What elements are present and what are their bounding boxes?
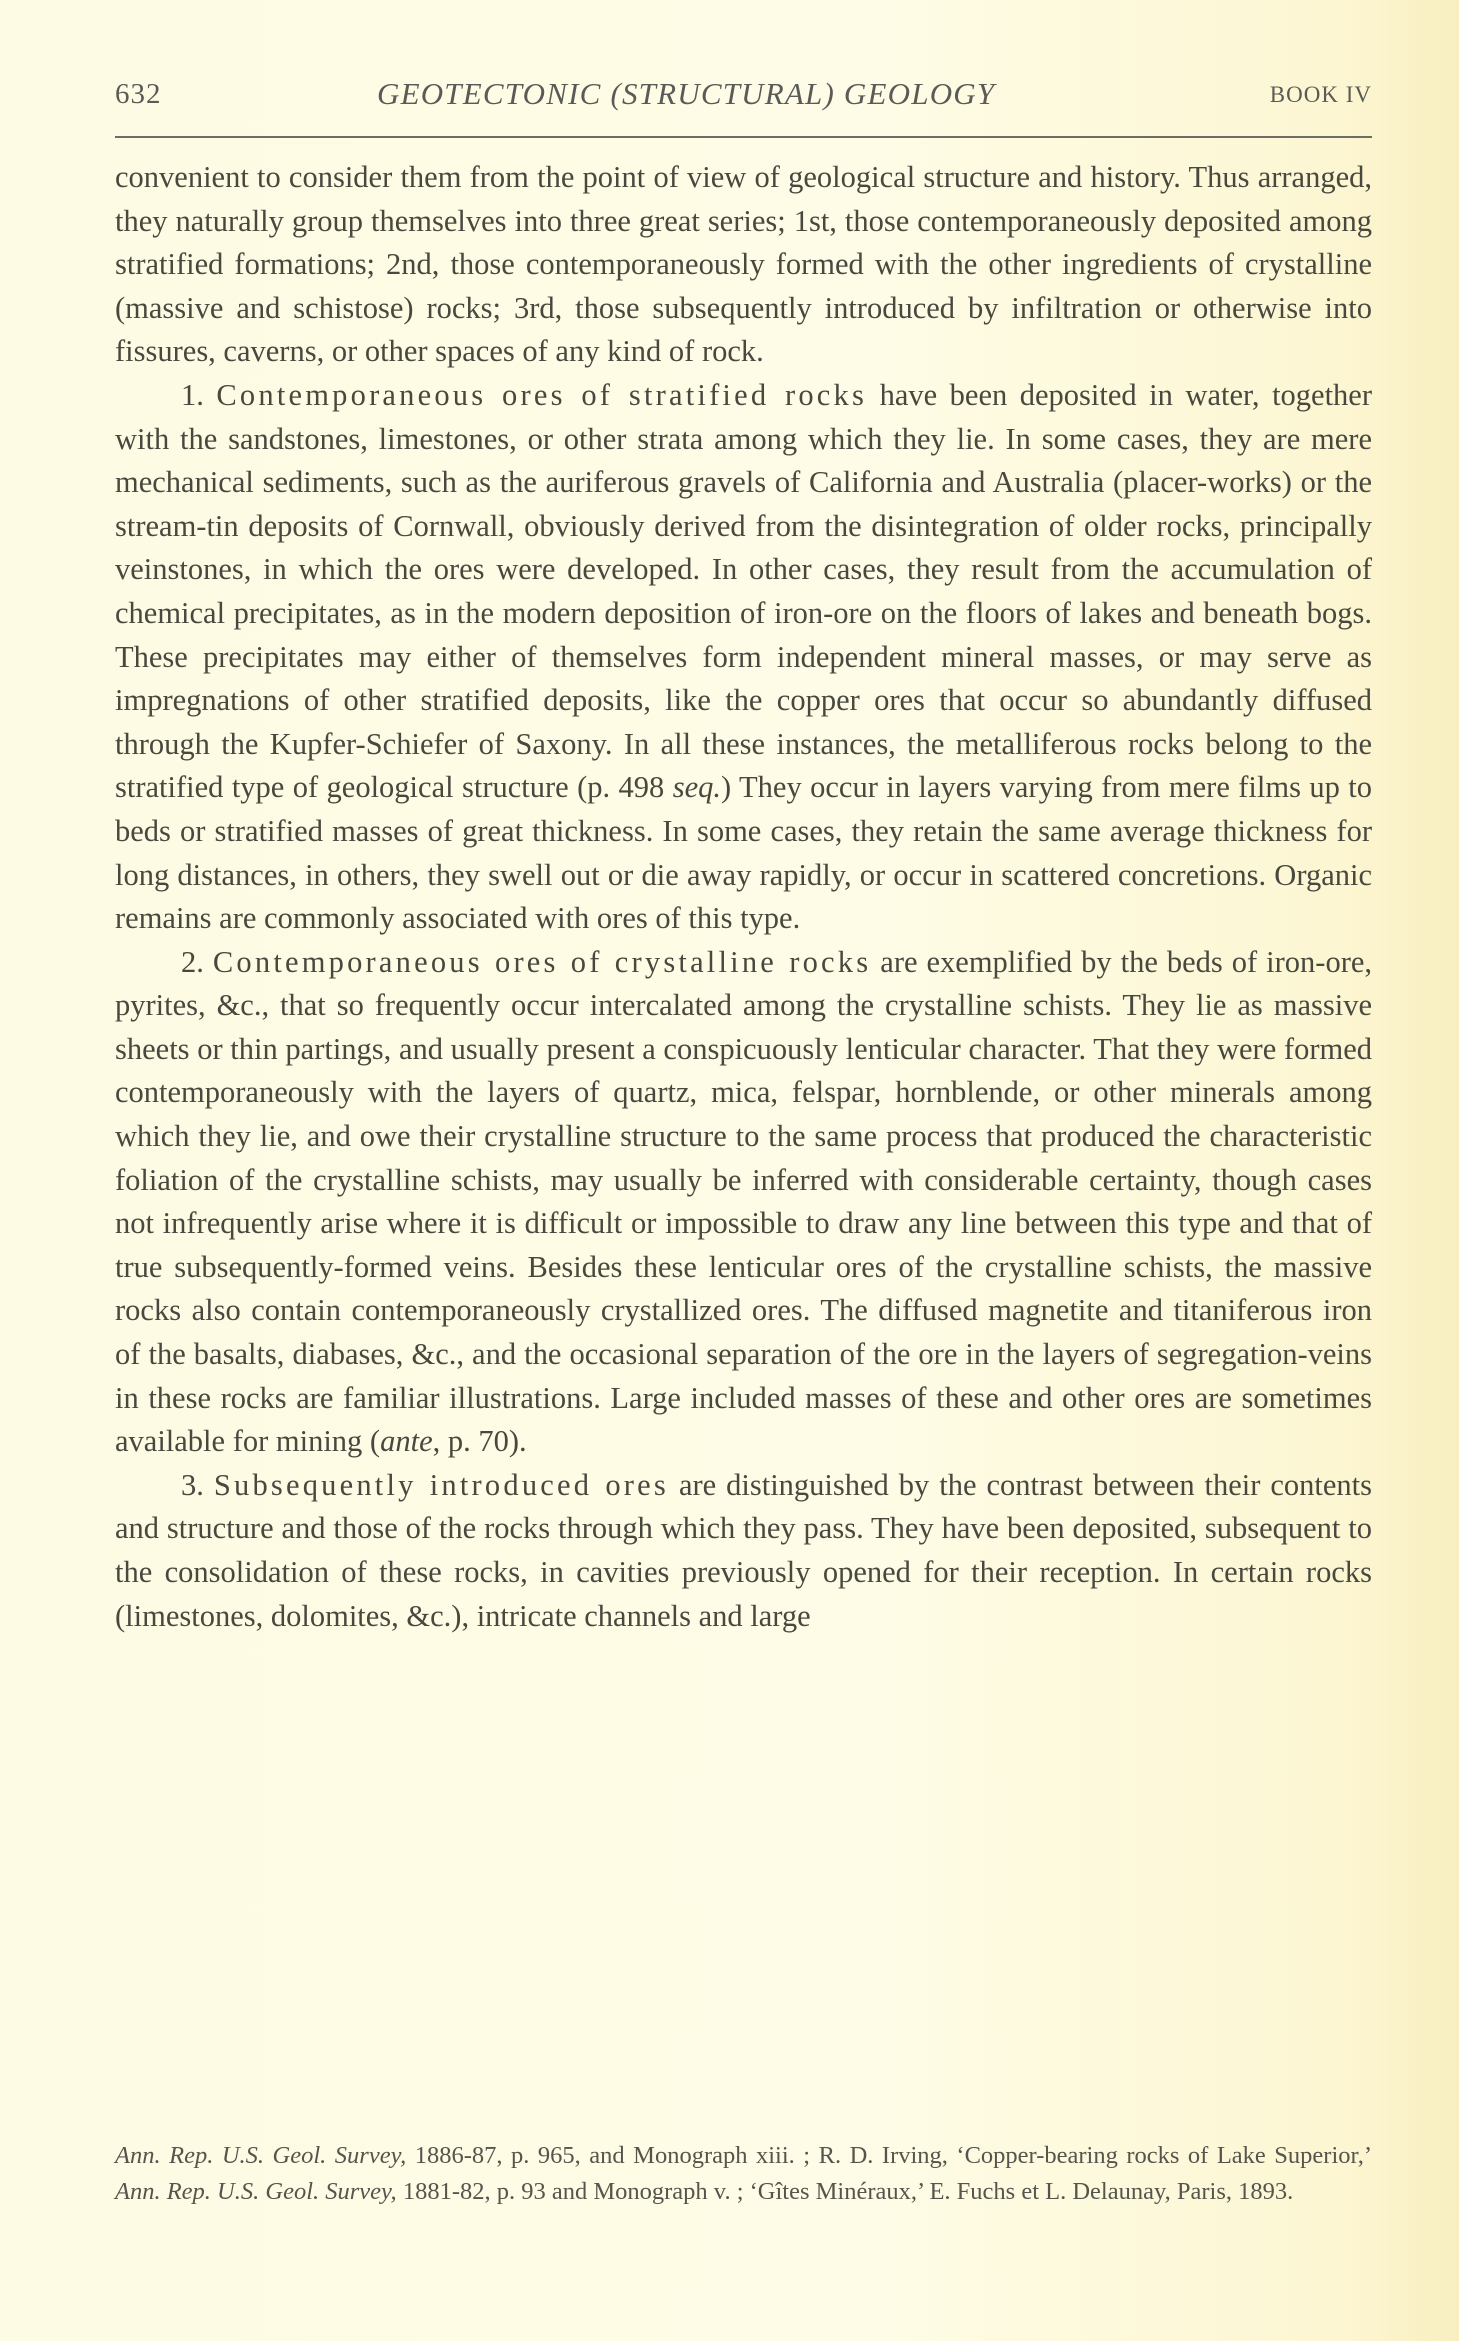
section-number: 2. [181, 944, 204, 979]
section-number: 3. [181, 1467, 204, 1502]
section-ref: ante [380, 1424, 433, 1459]
section-1-paragraph [115, 374, 1372, 941]
section-text-cont: ) They occur in layers varying from mere films up to beds or stratified masses of great thickness. In some cases, they retain the same average thickness for long distances, in others, they swell out or die away rapidly, or occur in scattered concretions. Organic remains are commonly associated with ores of this type. [115, 770, 1373, 936]
footnote [115, 2138, 1372, 2210]
footnote-text [115, 2138, 1372, 2210]
section-2-paragraph [115, 941, 1372, 1464]
footnote-citation-2: 1881-82, p. 93 and Monograph v. ; ‘Gîtes Minéraux,’ E. Fuchs et L. Delaunay, Paris, 1893. [396, 2178, 1294, 2205]
footnote-journal-1: Ann. Rep. U.S. Geol. Survey, [115, 2142, 407, 2169]
footnote-journal-2: Ann. Rep. U.S. Geol. Survey, [115, 2178, 397, 2205]
running-head [115, 72, 1372, 116]
section-number: 1. [181, 377, 204, 412]
section-heading: Subsequently introduced ores [213, 1467, 669, 1502]
section-text: are distinguished by the contrast between their contents and structure and those of the rocks through which they pass. They have been deposited, subsequent to the consolidation of these rocks, in cavities previously opened for their reception. In certain rocks (limestones, dolomites, &c.), intricate channels and large [115, 1467, 1373, 1633]
footnote-citation-1: 1886-87, p. 965, and Monograph xiii. ; R. D. Irving, ‘Copper-bearing rocks of Lake Superior,’ [406, 2142, 1372, 2169]
book-label: BOOK IV [1269, 82, 1372, 107]
intro-paragraph: convenient to consider them from the point of view of geological structure and history. Thus arranged, they naturally group themselves into three great series; 1st, those contemporaneously deposited among stratified formations; 2nd, those contemporaneously formed with the other ingredients of crystalline (massive and schistose) rocks; 3rd, those subsequently introduced by infiltration or otherwise into fissures, caverns, or other spaces of any kind of rock. [115, 160, 1372, 369]
section-text: are exemplified by the beds of iron-ore, pyrites, &c., that so frequently occur intercalated among the crystalline schists. They lie as massive sheets or thin partings, and usually present a conspicuously lenticular character. That they were formed contemporaneously with the layers of quartz, mica, felspar, hornblende, or other minerals among which they lie, and owe their crystalline structure to the same process that produced the characteristic foliation of the crystalline schists, may usually be inferred with considerable certainty, though cases not infrequently arise where it is difficult or impossible to draw any line between this type and that of true subsequently-formed veins. Besides these lenticular ores of the crystalline schists, the massive rocks also contain contemporaneously crystallized ores. The diffused magnetite and titaniferous iron of the basalts, diabases, &c., and the occasional separation of the ore in the layers of segregation-veins in these rocks are familiar illustrations. Large included masses of these and other ores are sometimes available for mining ( [115, 944, 1373, 1459]
section-heading: Contemporaneous ores of crystalline rocks [212, 944, 872, 979]
section-ref: seq. [672, 770, 722, 805]
header-rule [115, 136, 1372, 138]
section-heading: Contemporaneous ores of stratified rocks [216, 377, 868, 412]
section-3-paragraph [115, 1464, 1372, 1638]
chapter-title: GEOTECTONIC (STRUCTURAL) GEOLOGY [377, 76, 996, 111]
section-text: have been deposited in water, together with the sandstones, limestones, or other strata among which they lie. In some cases, they are mere mechanical sediments, such as the auriferous gravels of California and Australia (placer-works) or the stream-tin deposits of Cornwall, obviously derived from the disintegration of older rocks, principally veinstones, in which the ores were developed. In other cases, they result from the accumulation of chemical precipitates, as in the modern deposition of iron-ore on the floors of lakes and beneath bogs. These precipitates may either of themselves form independent mineral masses, or may serve as impregnations of other stratified deposits, like the copper ores that occur so abundantly diffused through the Kupfer-Schiefer of Saxony. In all these instances, the metalliferous rocks belong to the stratified type of geological structure (p. 498 [115, 377, 1372, 805]
page-number: 632 [115, 78, 162, 110]
body-text [115, 156, 1372, 1638]
section-text-cont: , p. 70). [432, 1424, 527, 1459]
